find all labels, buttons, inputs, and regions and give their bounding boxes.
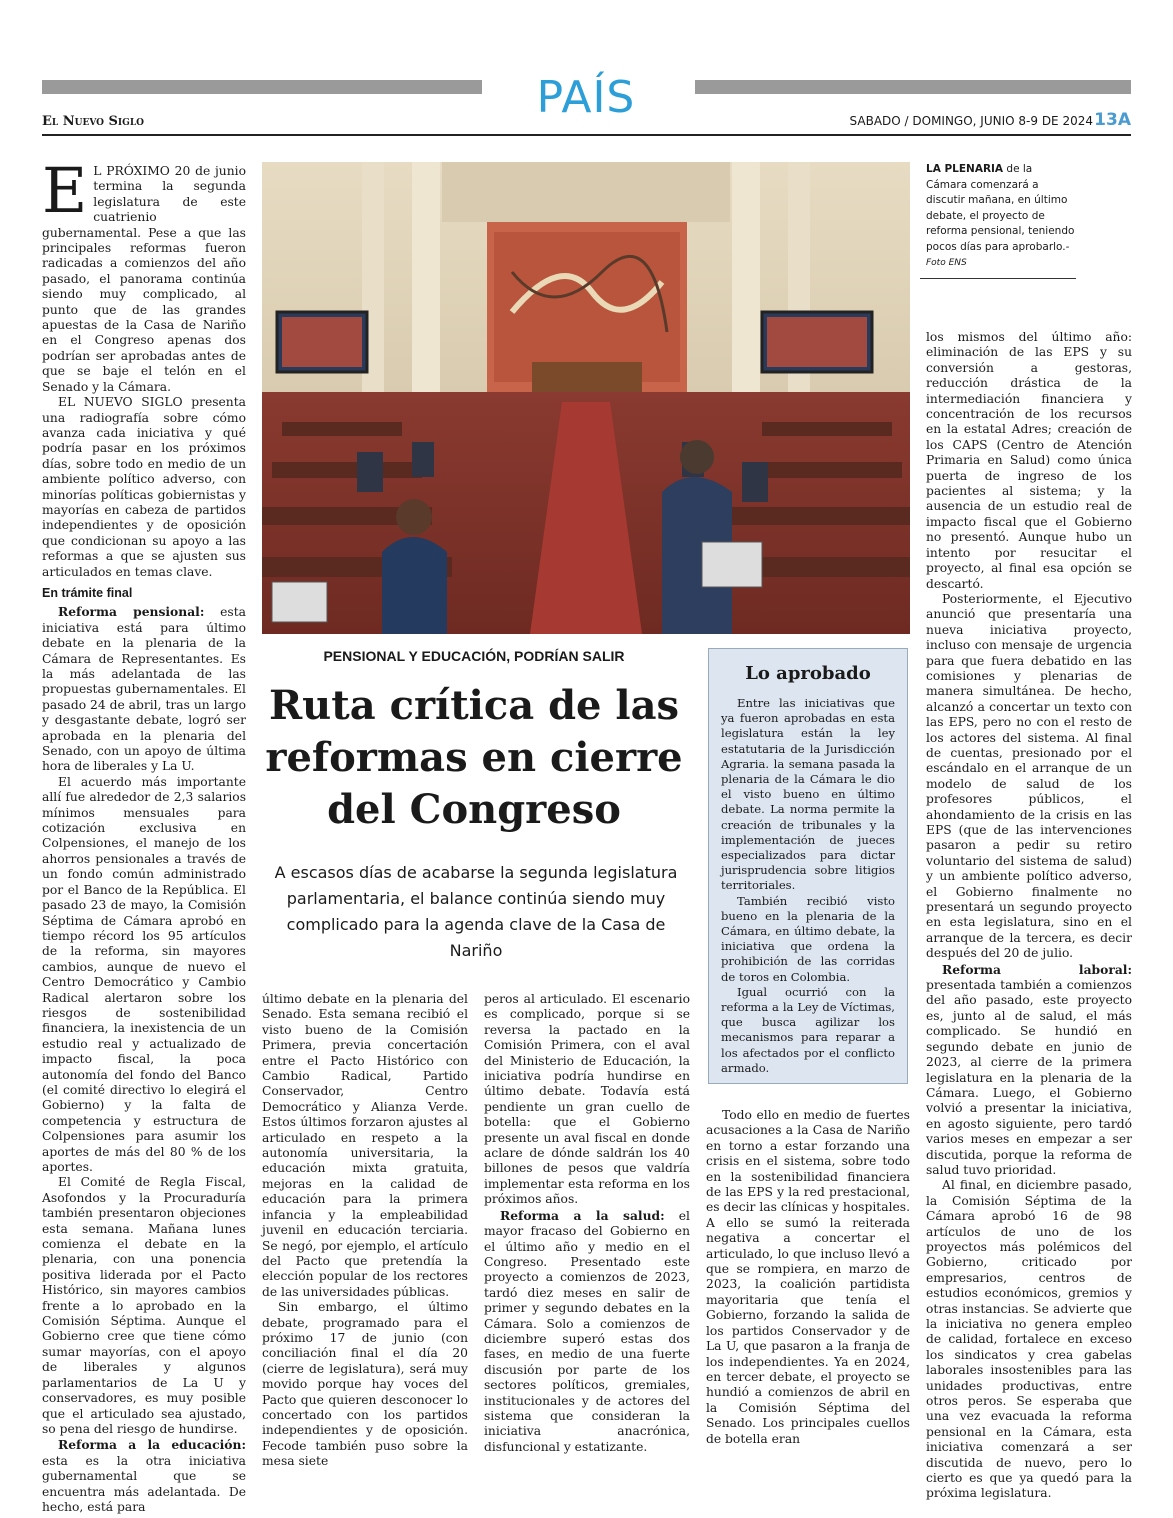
caption-lead: LA PLENARIA <box>926 163 1004 175</box>
col4-paragraph-1: Todo ello en medio de fuertes acusaciones a la Casa de Nariño en torno a estar forzando una crisis en el sistema, sobre todo en la sostenibilidad financiera de las EPS y la red prestacional, es decir las clínicas y hospitales. A ello se sumó la reiterada negativa a concertar el articulado, lo que incluso llevó a que se rompiera, en marzo de 2023, la coalición partidista mayoritaria que tenía el Gobierno, forzando la salida de los partidos Conservador y de La U, que pasaron a la franja de los independientes. Ya en 2024, en tercer debate, el proyecto se hundió a comienzos de abril en la Comisión Séptima del Senado. Los principales cuellos de botella eran <box>706 1108 910 1446</box>
lead-reforma-educacion: Reforma a la educación: <box>58 1437 246 1453</box>
plenary-photo <box>262 162 910 634</box>
box-paragraph-2: También recibió visto bueno en la plenaria de la Cámara, en último debate, la iniciativa que ordena la prohibición de las corridas de toros en Colombia. <box>721 893 895 984</box>
col5-paragraph-2: Posteriormente, el Ejecutivo anunció que presentaría una nueva iniciativa proyecto, incluso con mensaje de urgencia para que fuera debatido en las comisiones y plenarias de manera simultánea. De hecho, alcanzó a concertar un texto con las EPS, pero no con el resto de los actores del sistema. Al final de cuentas, presionado por el escándalo en el arranque de un modelo de salud de los profesores públicos, el ahondamiento de la crisis en las EPS (que de las intervenciones pasaron a pedir su retiro voluntario del sistema de salud) y un ambiente político adverso, el Gobierno finalmente no presentará un segundo proyecto en esta legislatura, sino en el arranque de la tercera, es decir después del 20 de julio. <box>926 591 1132 961</box>
article-column-3 <box>484 992 690 1455</box>
header-bar-right <box>695 80 1131 94</box>
page-number: 13A <box>1094 110 1131 130</box>
col1-paragraph-2: EL NUEVO SIGLO presenta una radiografía sobre cómo avanza cada iniciativa y qué podría pasar en los próximos días, sobre todo en medio de un ambiente político adverso, con minorías políticas gobiernistas y mayorías en cabeza de partidos independientes y de oposición que condicionan su apoyo a las reformas a que se ajusten sus articulados en temas clave. <box>42 395 246 579</box>
caption-text: de la Cámara comenzará a discutir mañana, en último debate, el proyecto de reforma pensional, teniendo pocos días para aprobarlo.- <box>926 163 1075 253</box>
col2-paragraph-1: último debate en la plenaria del Senado. Esta semana recibió el visto bueno de la Comisión Primera, previa concertación entre el Pacto Histórico con Cambio Radical, Partido Conservador, Centro Democrático y Alianza Verde. Estos últimos forzaron ajustes al articulado en respeto a la autonomía universitaria, la educación mixta gratuita, mejoras en la calidad de educación para la primera infancia y la empleabilidad juvenil en educación terciaria. Se negó, por ejemplo, el artículo del Pacto que pretendía la elección popular de los rectores de las universidades públicas. <box>262 992 468 1299</box>
col1-paragraph-3: esta iniciativa está para último debate en la plenaria de la Cámara de Representantes. Es la más adelantada de las propuestas gubernamentales. El pasado 24 de abril, tras un largo y desgastante debate, logró ser aprobada en la plenaria del Senado, con un apoyo de última hora de liberales y La U. <box>42 605 246 774</box>
deck: A escasos días de acabarse la segunda legislatura parlamentaria, el balance continúa siendo muy complicado para la agenda clave de la Casa de Nariño <box>274 863 678 960</box>
col1-paragraph-4: El acuerdo más importante allí fue alrededor de 2,3 salarios mínimos mensuales para cotización exclusiva en Colpensiones, el manejo de los ahorros pensionales a través de un fondo común administrado por el Banco de la República. El pasado 23 de mayo, la Comisión Séptima de Cámara aprobó en tiempo récord los 95 artículos de la reforma, sin mayores cambios, aunque de nuevo el Centro Democrático y Cambio Radical alertaron sobre los riesgos de sostenibilidad financiera, la inexistencia de un estudio real y actualizado de impacto fiscal, la poca autonomía del fondo del Banco (el comité directivo lo elegirá el Gobierno) y la falta de competencia y estructura de Colpensiones para asumir los aportes de más del 80 % de los aportes. <box>42 774 246 1174</box>
article-column-1 <box>42 154 246 1515</box>
subhead-tramite-final: En trámite final <box>42 585 133 600</box>
section-title: PAÍS <box>536 72 636 123</box>
drop-cap: E <box>42 154 88 227</box>
header-rule <box>42 134 1131 136</box>
kicker: PENSIONAL Y EDUCACIÓN, PODRÍAN SALIR <box>323 648 625 664</box>
box-title: Lo aprobado <box>745 663 871 684</box>
newspaper-brand: El Nuevo Siglo <box>42 114 144 129</box>
photo-caption <box>926 162 1076 272</box>
headline: Ruta crítica de las reformas en cierre del Congreso <box>265 682 683 833</box>
plenary-hall-illustration <box>262 162 910 634</box>
article-column-5 <box>926 330 1132 1502</box>
col5-paragraph-3: presentada también a comienzos del año pasado, este proyecto es, junto al de salud, el más complicado. Se hundió en segundo debate en junio de 2023, al cierre de la primera legislatura en la plenaria de la Cámara. Luego, el Gobierno volvió a presentar la iniciativa, en agosto siguiente, pero tardó varios meses en empezar a ser discutida, porque la reforma de salud tuvo prioridad. <box>926 978 1132 1177</box>
col5-paragraph-4: Al final, en diciembre pasado, la Comisión Séptima de la Cámara aprobó 16 de 98 artículos de uno de los proyectos más polémicos del Gobierno, criticado por empresarios, centros de estudios económicos, gremios y otras instancias. Se advierte que la iniciativa no genera empleo de calidad, fortalece en exceso los sindicatos y crea gabelas laborales insostenibles para las unidades productivas, entre otros peros. Se esperaba que una vez evacuada la reforma pensional en la Cámara, esta iniciativa comenzará a ser discutida de nuevo, pero lo cierto es que ya quedó para la próxima legislatura. <box>926 1178 1132 1501</box>
col1-paragraph-6: esta es la otra iniciativa gubernamental que se encuentra más adelantada. De hecho, está para <box>42 1453 246 1514</box>
lead-reforma-salud: Reforma a la salud: <box>500 1207 665 1223</box>
lead-reforma-laboral: Reforma laboral: <box>942 961 1132 977</box>
dateline: SABADO / DOMINGO, JUNIO 8-9 DE 2024 <box>849 114 1093 128</box>
box-body <box>709 696 907 1076</box>
col5-paragraph-1: los mismos del último año: eliminación de las EPS y su conversión a gestoras, reducción drástica de la intermediación financiera y concentración de los recursos en la estatal Adres; creación de los CAPS (Centro de Atención Primaria en Salud) como única puerta de ingreso de los pacientes al sistema; y la ausencia de un estudio real de impacto fiscal que el Gobierno no presentó. Aunque hubo un intento por resucitar el proyecto, al final esa opción se descartó. <box>926 330 1132 591</box>
photo-credit: Foto ENS <box>926 258 967 268</box>
col3-paragraph-2: el mayor fracaso del Gobierno en el último año y medio en el Congreso. Presentado este proyecto a comienzos de 2023, tardó diez meses en salir de primer y segundo debates en la Cámara. Solo a comienzos de diciembre superó estas dos fases, en medio de una fuerte discusión por parte de los sectores políticos, gremiales, institucionales y de actores del sistema que consideran la iniciativa anacrónica, disfuncional y estatizante. <box>484 1208 690 1454</box>
col1-paragraph-5: El Comité de Regla Fiscal, Asofondos y la Procuraduría también presentaron objeciones esta semana. Mañana lunes comienza el debate en la plenaria, con una ponencia positiva liderada por el Pacto Histórico, sin mayores cambios frente a lo aprobado en la Comisión Séptima. Aunque el Gobierno cree que tiene cómo sumar mayorías, con el apoyo de liberales y algunos parlamentarios de La U y conservadores, es muy posible que el articulado sea ajustado, so pena del riesgo de hundirse. <box>42 1175 246 1436</box>
header-bar-left <box>42 80 482 94</box>
box-paragraph-3: Igual ocurrió con la reforma a la Ley de Víctimas, que busca agilizar los mecanismos para reparar a los afectados por el conflicto armado. <box>721 984 895 1075</box>
col2-paragraph-2: Sin embargo, el último debate, programado para el próximo 17 de junio (con conciliación final el día 20 (cierre de legislatura), será muy movido porque hay voces del Pacto que quieren desconocer lo concertado con los partidos independientes y de oposición. Fecode también puso sobre la mesa siete <box>262 1300 468 1469</box>
lo-aprobado-box <box>708 648 908 1084</box>
box-paragraph-1: Entre las iniciativas que ya fueron aprobadas en esta legislatura están la ley estatutaria de la Jurisdicción Agraria. la semana pasada la plenaria de la Cámara le dio el visto bueno en último debate. La norma permite la creación de tribunales y la implementación de jueces especializados para dictar jurisprudencia sobre litigios territoriales. <box>721 696 895 893</box>
lead-reforma-pensional: Reforma pensional: <box>58 604 205 620</box>
col1-paragraph-1: L PRÓXIMO 20 de junio termina la segunda legislatura de este cuatrienio gubernamental. Pese a que las principales reformas fueron radicadas a comienzos del año pasado, el panorama continúa siendo muy complicado, al punto que de las grandes apuestas de la Casa de Nariño en el Congreso apenas dos podrían ser aprobadas antes de que se baje el telón en el Senado y la Cámara. <box>42 164 246 394</box>
col3-paragraph-1: peros al articulado. El escenario es complicado, porque si se reversa la pactado en la Comisión Primera, con el aval del Ministerio de Educación, la iniciativa podría hundirse en último debate. Todavía está pendiente un gran cuello de botella: que el Gobierno presente un aval fiscal en donde aclare de dónde saldrán los 40 billones de pesos que valdría implementar esta reforma en los próximos años. <box>484 992 690 1207</box>
caption-rule <box>920 278 1076 279</box>
article-column-4 <box>706 1108 910 1447</box>
article-column-2 <box>262 992 468 1470</box>
